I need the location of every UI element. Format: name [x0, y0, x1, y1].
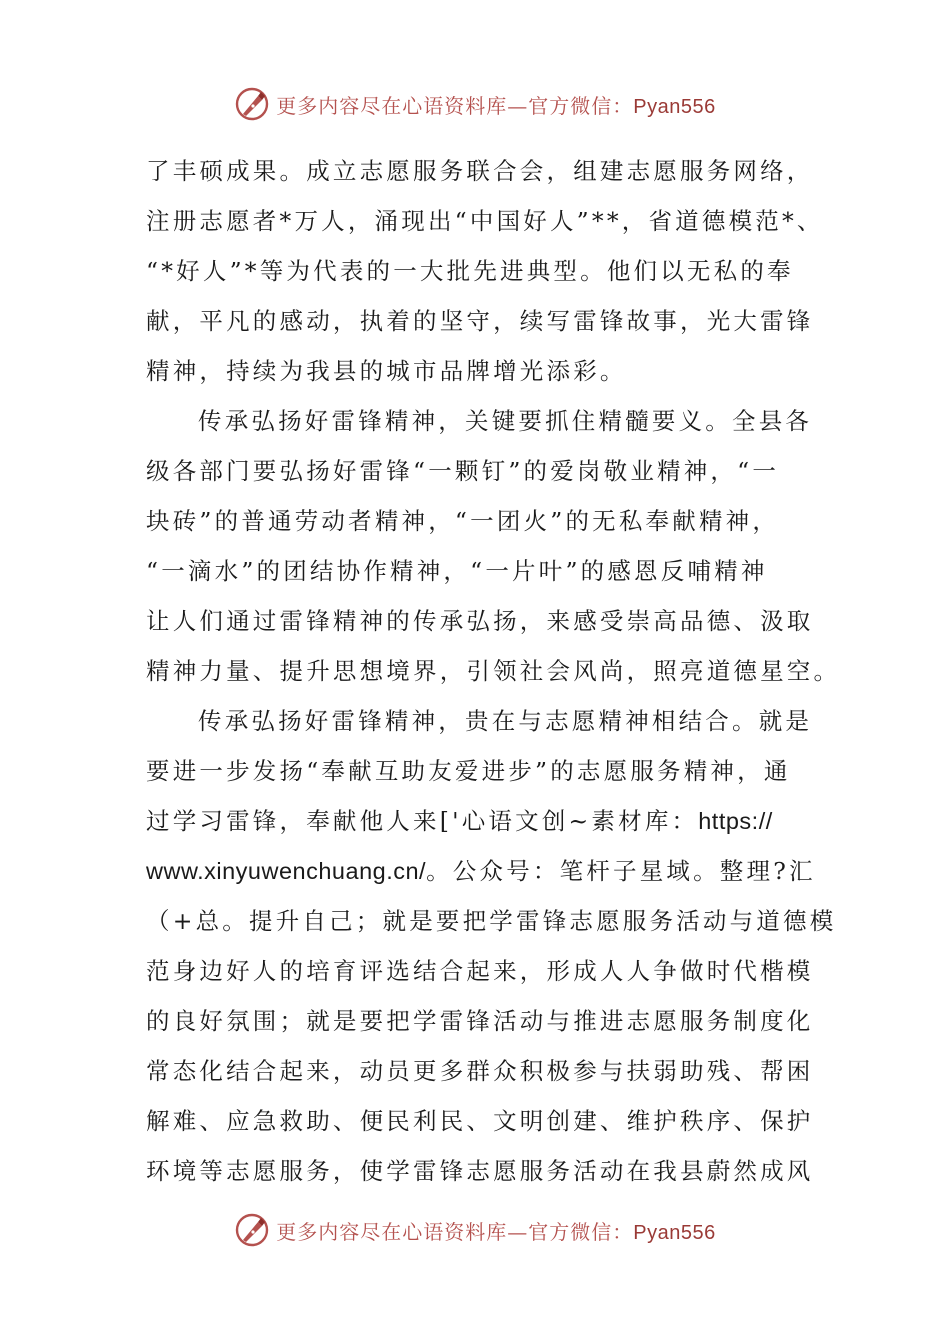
- text-line: 的良好氛围；就是要把学雷锋活动与推进志愿服务制度化: [146, 1007, 814, 1035]
- text-line: 级各部门要弘扬好雷锋“一颗钉”的爱岗敬业精神，“一: [146, 457, 780, 485]
- text-line: 要进一步发扬“奉献互助友爱进步”的志愿服务精神，通: [146, 757, 791, 785]
- text-line: 精神，持续为我县的城市品牌增光添彩。: [146, 357, 627, 385]
- text-line: 范身边好人的培育评选结合起来，形成人人争做时代楷模: [146, 957, 814, 985]
- text-line: 让人们通过雷锋精神的传承弘扬，来感受崇高品德、汲取: [146, 607, 814, 635]
- text-line: （+总。提升自己；就是要把学雷锋志愿服务活动与道德模: [146, 907, 837, 935]
- document-body: [146, 146, 841, 1196]
- text-line: “一滴水”的团结协作精神，“一片叶”的感恩反哺精神: [146, 557, 768, 585]
- pen-nib-circle-icon: [234, 86, 270, 122]
- url-fragment: www.xinyuwenchuang.cn/: [146, 858, 427, 884]
- text-line: 常态化结合起来，动员更多群众积极参与扶弱助残、帮困: [146, 1057, 814, 1085]
- paragraph-start-line: 传承弘扬好雷锋精神，贵在与志愿精神相结合。就是: [198, 707, 813, 735]
- pen-nib-circle-icon: [234, 1212, 270, 1248]
- banner-text: 更多内容尽在心语资料库—官方微信：Pyan556: [276, 1219, 716, 1244]
- text-line: 块砖”的普通劳动者精神，“一团火”的无私奉献精神，: [146, 507, 780, 535]
- footer-watermark-banner: [0, 1210, 950, 1250]
- text-line: 环境等志愿服务，使学雷锋志愿服务活动在我县蔚然成风: [146, 1157, 814, 1185]
- paragraph-start-line: 传承弘扬好雷锋精神，关键要抓住精髓要义。全县各: [198, 407, 813, 435]
- url-fragment: https://: [698, 808, 773, 834]
- header-watermark-banner: [0, 84, 950, 124]
- text-line: 注册志愿者*万人，涌现出“中国好人”**，省道德模范*、: [146, 207, 824, 235]
- text-line: 精神力量、提升思想境界，引领社会风尚，照亮道德星空。: [146, 657, 841, 685]
- text-line: 了丰硕成果。成立志愿服务联合会，组建志愿服务网络，: [146, 157, 814, 185]
- text-line: www.xinyuwenchuang.cn/。公众号：笔杆子星域。整理?汇: [146, 857, 816, 885]
- text-line: 解难、应急救助、便民利民、文明创建、维护秩序、保护: [146, 1107, 814, 1135]
- wechat-id: Pyan556: [633, 95, 716, 118]
- text-line: 过学习雷锋，奉献他人来['心语文创~素材库：https://: [146, 807, 773, 835]
- wechat-id: Pyan556: [633, 1221, 716, 1244]
- text-line: “*好人”*等为代表的一大批先进典型。他们以无私的奉: [146, 257, 794, 285]
- text-line: 献，平凡的感动，执着的坚守，续写雷锋故事，光大雷锋: [146, 307, 814, 335]
- banner-text: 更多内容尽在心语资料库—官方微信：Pyan556: [276, 93, 716, 118]
